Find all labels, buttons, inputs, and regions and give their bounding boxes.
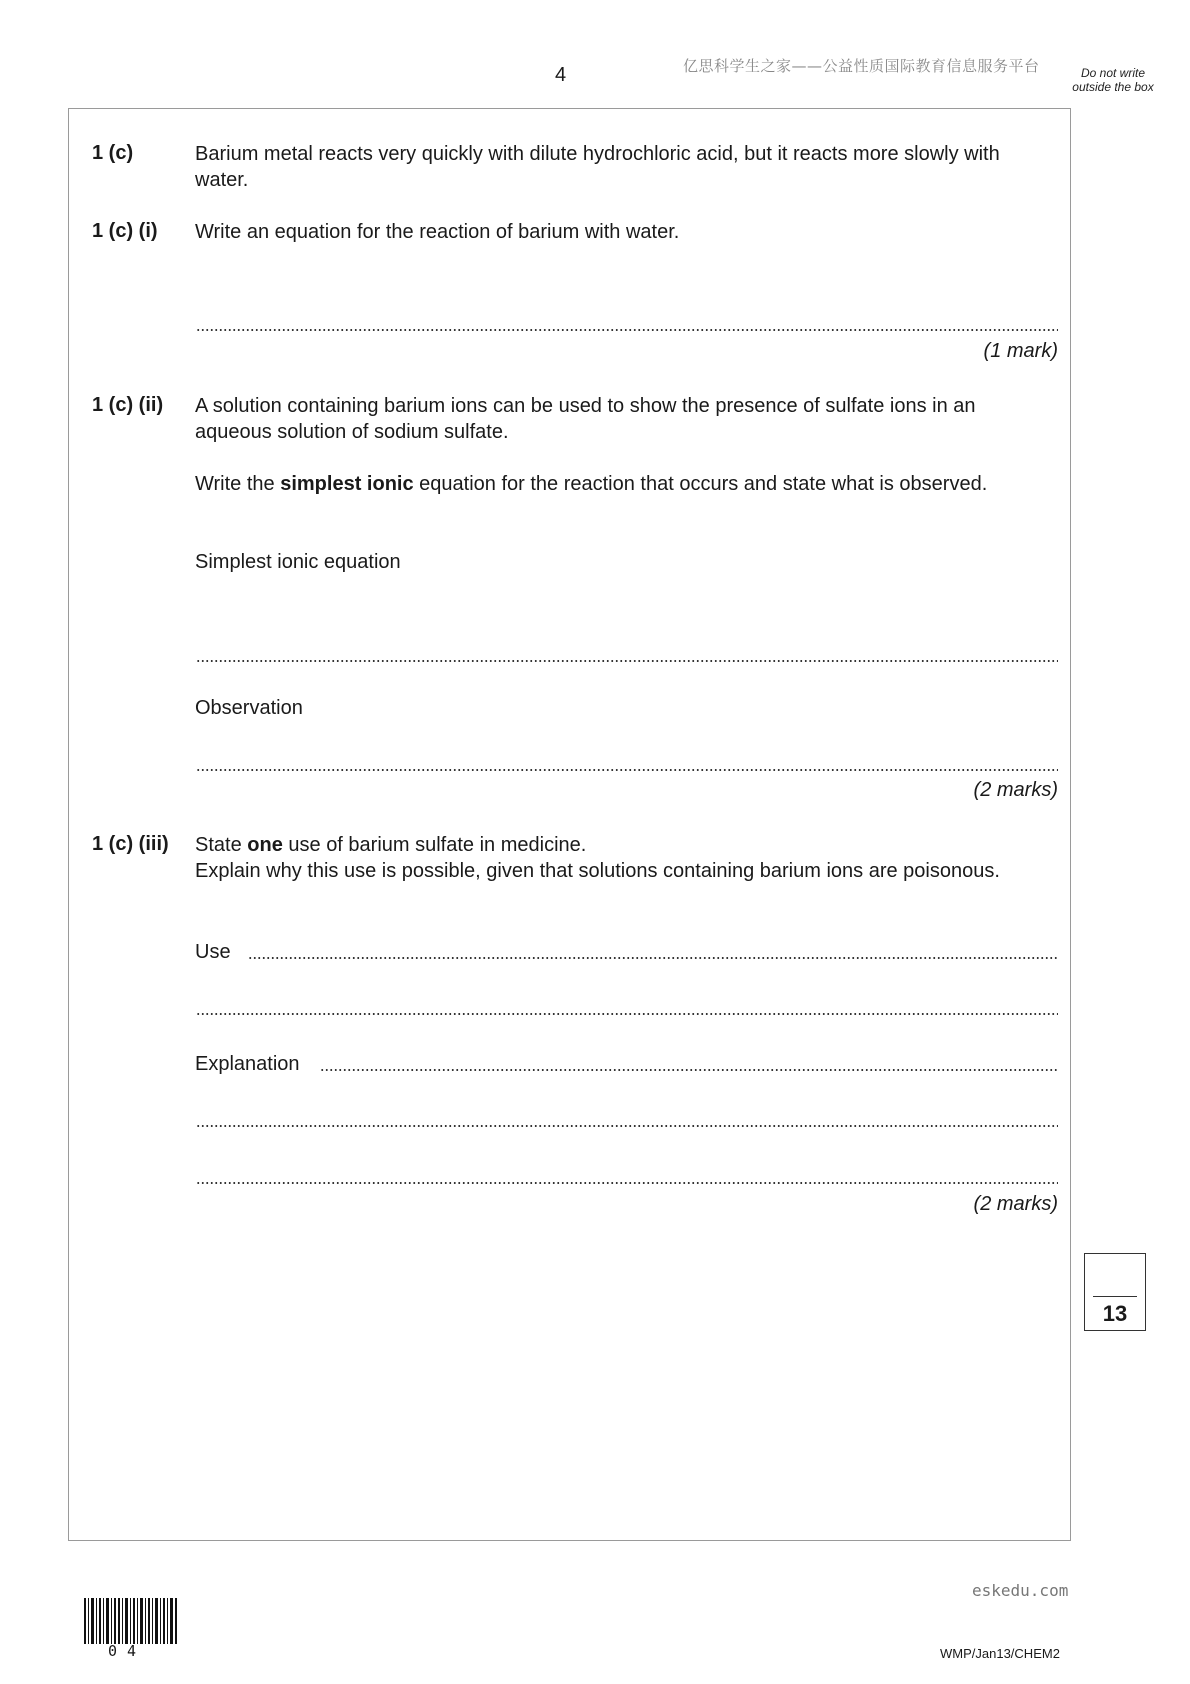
answer-line[interactable]: [196, 659, 1058, 663]
score-total: 13: [1102, 1301, 1128, 1326]
marks-label: (2 marks): [973, 1193, 1058, 1215]
answer-frame: [68, 108, 1071, 1541]
answer-line[interactable]: [196, 1012, 1058, 1016]
score-line: [1093, 1296, 1137, 1297]
answer-line[interactable]: [196, 328, 1058, 332]
explanation-label: Explanation: [195, 1053, 300, 1075]
observation-label: Observation: [195, 697, 303, 719]
question-text: Write an equation for the reaction of barium with water.: [195, 221, 680, 243]
question-number: 1 (c) (ii): [92, 394, 164, 416]
answer-line[interactable]: [248, 956, 1058, 960]
use-label: Use: [195, 941, 231, 963]
marks-label: (1 mark): [983, 340, 1058, 362]
answer-line[interactable]: [196, 1181, 1058, 1185]
page-number: 4: [555, 64, 567, 86]
question-text: Barium metal reacts very quickly with dilute hydrochloric acid, but it reacts more slowly with water.: [195, 143, 1000, 191]
answer-line[interactable]: [320, 1068, 1058, 1072]
barcode-icon: [84, 1598, 178, 1644]
paper-code: WMP/Jan13/CHEM2: [940, 1646, 1060, 1661]
barcode-number: 04: [108, 1642, 147, 1660]
question-number: 1 (c) (i): [92, 220, 158, 242]
answer-line[interactable]: [196, 768, 1058, 772]
equation-label: Simplest ionic equation: [195, 551, 401, 573]
marks-label: (2 marks): [973, 779, 1058, 801]
question-instruction: Write the simplest ionic equation for the reaction that occurs and state what is observed.: [195, 473, 988, 495]
answer-line[interactable]: [196, 1124, 1058, 1128]
question-text: Explain why this use is possible, given that solutions containing barium ions are poisonous.: [195, 860, 1000, 882]
question-text: State one use of barium sulfate in medicine.: [195, 834, 587, 856]
question-number: 1 (c) (iii): [92, 833, 169, 855]
site-watermark: eskedu.com: [972, 1581, 1069, 1600]
question-text: A solution containing barium ions can be used to show the presence of sulfate ions in an aqueous solution of sodium sulfate.: [195, 395, 976, 443]
margin-note: Do not write outside the box: [1072, 66, 1154, 94]
question-number: 1 (c): [92, 142, 134, 164]
watermark-text: 亿思科学生之家——公益性质国际教育信息服务平台: [683, 57, 1040, 75]
